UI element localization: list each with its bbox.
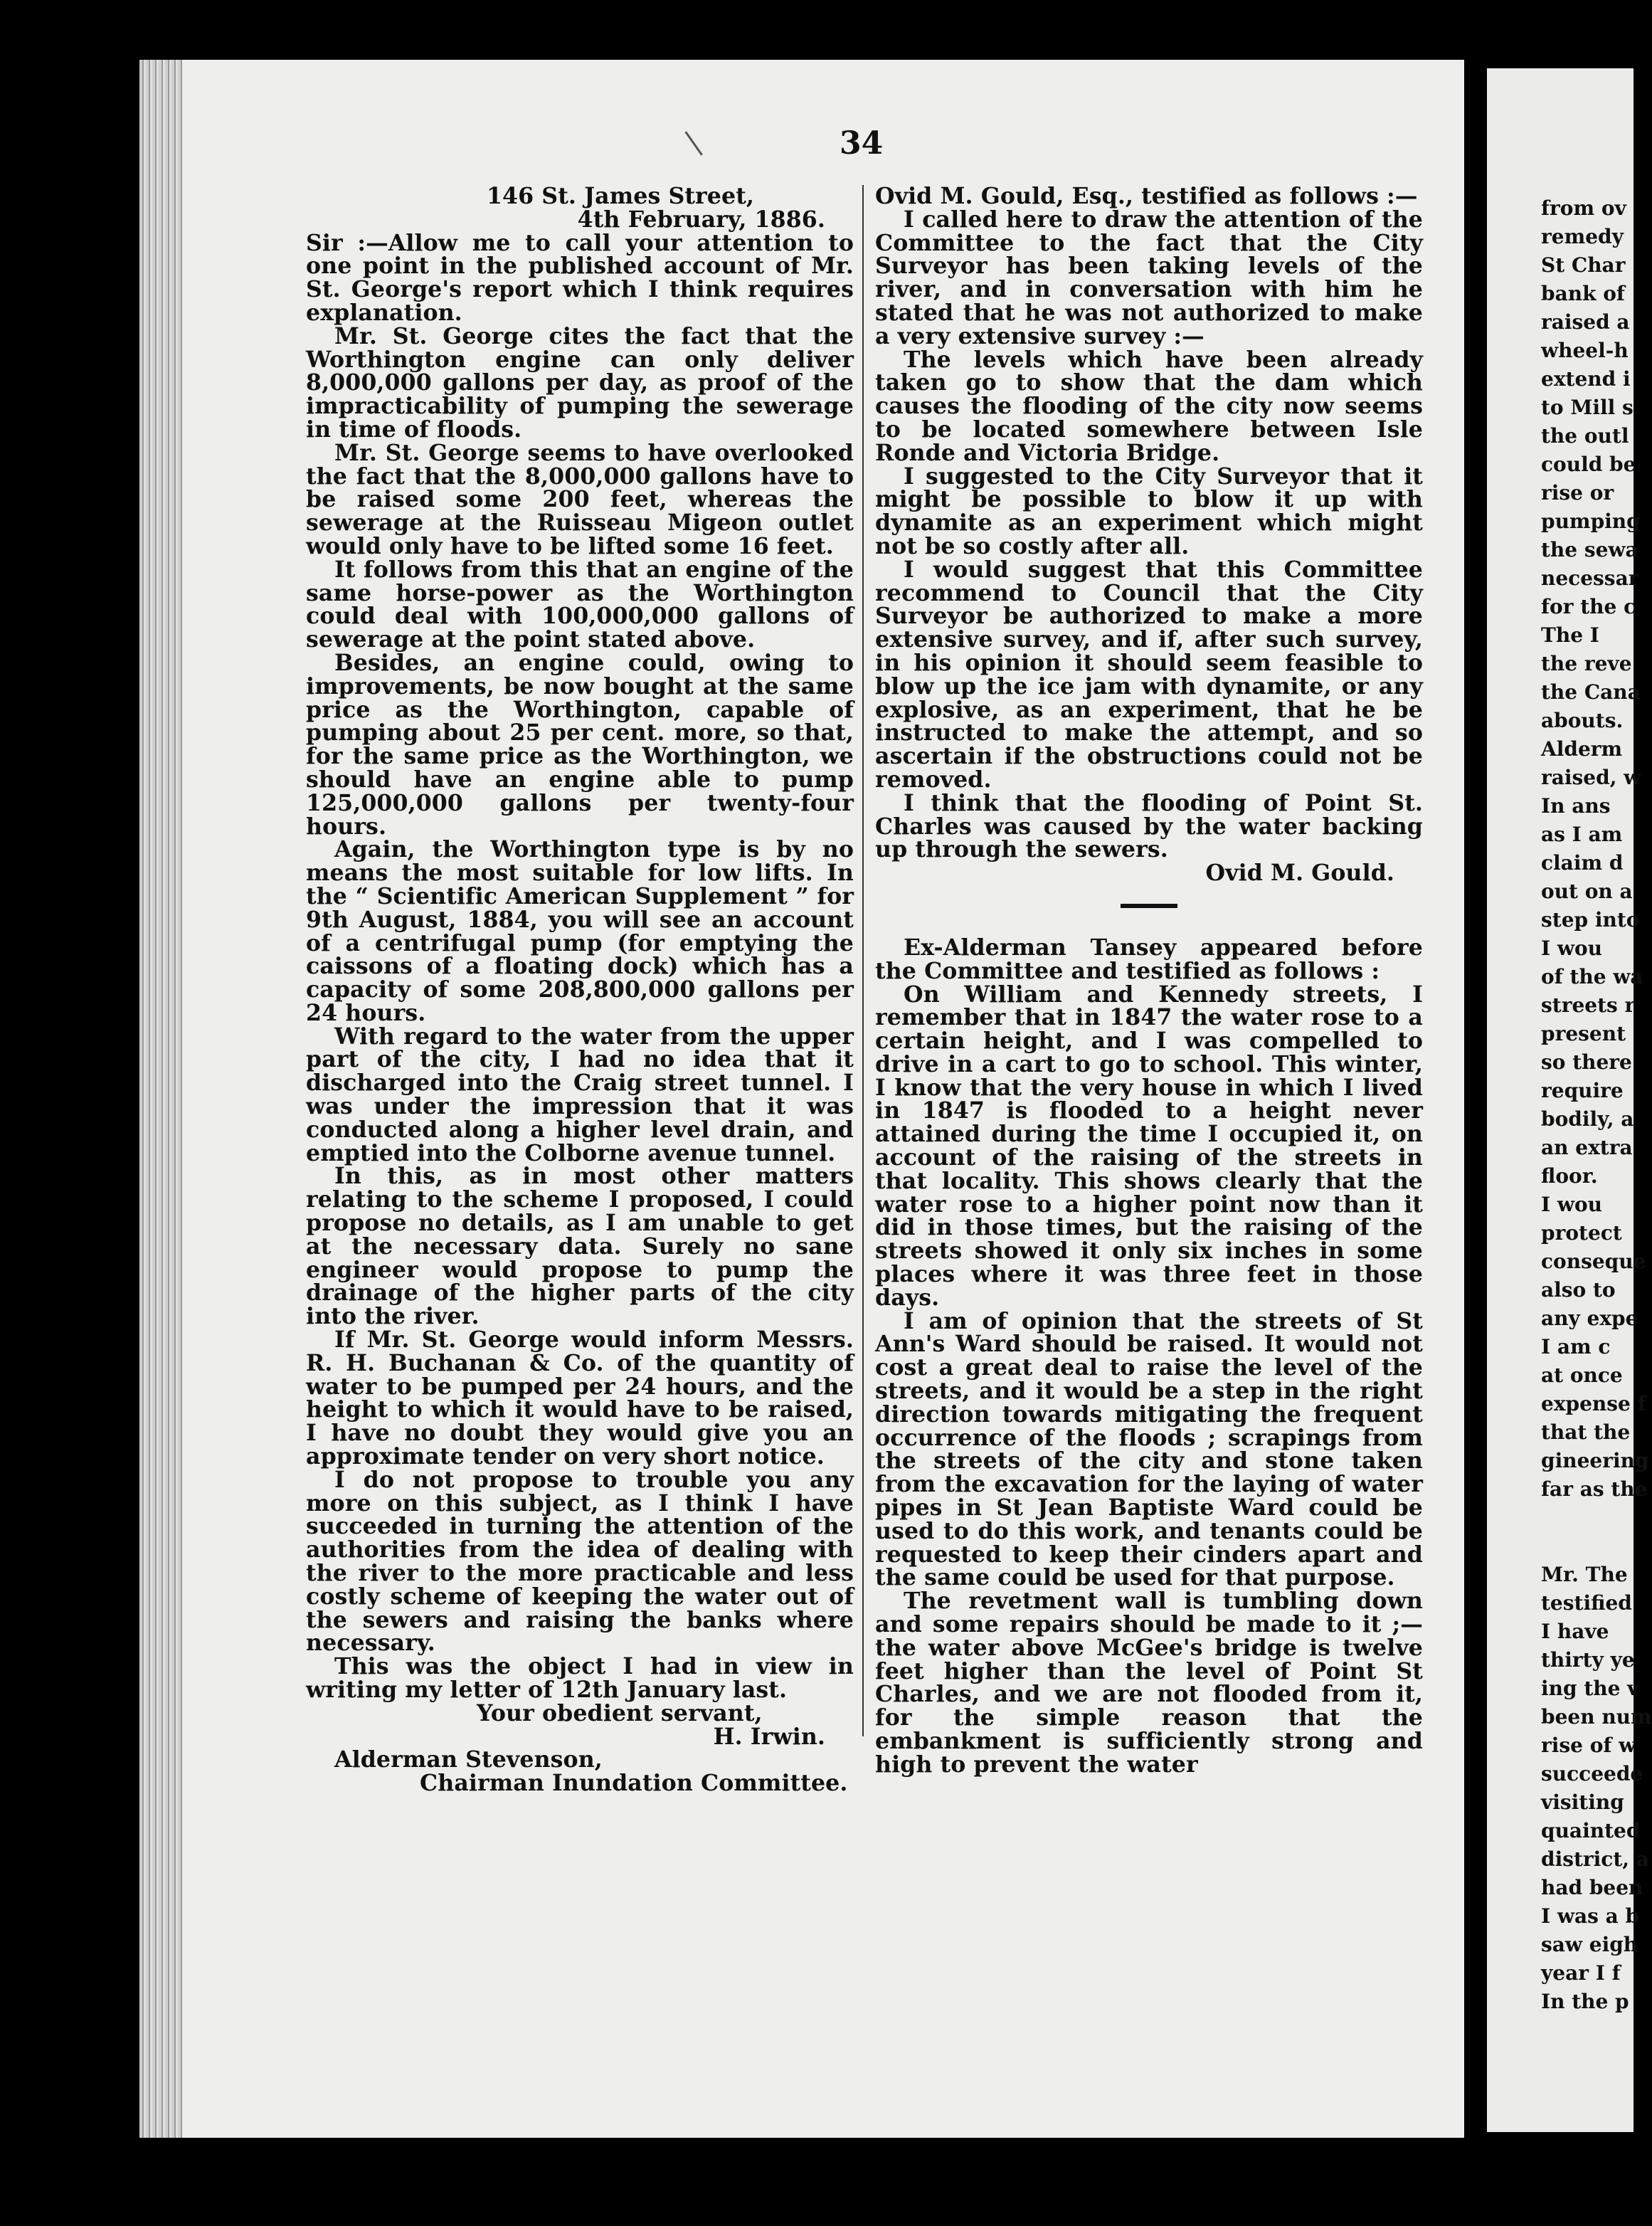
next-page-line: for the c xyxy=(1541,595,1636,618)
next-page-line: the Cana xyxy=(1541,680,1641,704)
signature: H. Irwin. xyxy=(713,1723,825,1750)
paragraph: I think that the flooding of Point St. Charles was caused by the water backing up through the sewers. xyxy=(875,789,1423,863)
next-page-line: of the wa xyxy=(1541,965,1643,988)
paragraph: In this, as in most other matters relating to the scheme I proposed, I could propose no details, as I am unable to get at the necessary data. Surely no sane engineer would propose to pump the drainage of the higher parts of the city into the river. xyxy=(306,1163,854,1330)
next-page-line: pumping xyxy=(1541,510,1641,533)
left-column xyxy=(306,185,854,1795)
next-page-line: I wou xyxy=(1541,937,1602,960)
page-edge xyxy=(139,60,182,2138)
paragraph: Mr. St. George seems to have overlooked the fact that the 8,000,000 gallons have to be raised some 200 feet, whereas the sewerage at the Ruisseau Migeon outlet would only have to be lifted some 16 feet. xyxy=(306,439,854,559)
next-page-line: I have xyxy=(1541,1620,1609,1643)
next-page-line: the reve xyxy=(1541,652,1632,675)
next-page-line: visiting xyxy=(1541,1790,1624,1814)
next-page-line: also to xyxy=(1541,1278,1616,1302)
next-page-line: gineering xyxy=(1541,1449,1649,1472)
next-page-line: been num xyxy=(1541,1705,1652,1729)
next-page-line: could be xyxy=(1541,453,1636,476)
next-page-line: thirty ye xyxy=(1541,1648,1635,1672)
next-page-line: any expe xyxy=(1541,1307,1638,1330)
next-page-line: I wou xyxy=(1541,1193,1602,1216)
paragraph: With regard to the water from the upper part of the city, I had no idea that it discharged into the Craig street tunnel. I was under the impression that it was conducted along a higher level drain, and emptied into the Colborne avenue tunnel. xyxy=(306,1023,854,1166)
paragraph: If Mr. St. George would inform Messrs. R. H. Buchanan & Co. of the quantity of water to be pumped per 24 hours, and the height to which it would have to be raised, I have no doubt they would give you an approximate tender on very short notice. xyxy=(306,1326,854,1470)
signature: Ovid M. Gould. xyxy=(1205,860,1394,887)
next-page-line: rise of w xyxy=(1541,1734,1636,1757)
next-page-line: The I xyxy=(1541,623,1599,647)
section-rule xyxy=(1121,904,1177,908)
next-page-line: ing the v xyxy=(1541,1677,1639,1700)
paragraph: The revetment wall is tumbling down and some repairs should be made to it ;—the water above McGee's bridge is twelve feet higher than the level of Point St Charles, and we are not flooded from it, for the simple reason that the embankment is sufficiently strong and high to prevent the water xyxy=(875,1588,1423,1778)
paragraph: I would suggest that this Committee recommend to Council that the City Surveyor be authorized to make a more extensive survey, and if, after such survey, in his opinion it should seem feasible to blow up the ice jam with dynamite, or any explosive, as an experiment, that he be instructed to make the attempt, and so ascertain if the obstructions could not be removed. xyxy=(875,556,1423,793)
next-page-line: far as the xyxy=(1541,1477,1648,1501)
next-page-line: expense f xyxy=(1541,1392,1646,1415)
next-page-line: step into xyxy=(1541,908,1640,932)
right-column xyxy=(875,185,1423,1777)
next-page-line: raised, w xyxy=(1541,766,1641,789)
next-page-line: succeede xyxy=(1541,1762,1643,1785)
paragraph: It follows from this that an engine of the same horse-power as the Worthington could deal with 100,000,000 gallons of sewerage at the point stated above. xyxy=(306,556,854,653)
paragraph: On William and Kennedy streets, I remember that in 1847 the water rose to a certain height, and I was compelled to drive in a cart to go to school. This winter, I know that the very house in which I lived in 1847 is flooded to a height never attained during the time I occupied it, on account of the raising of the streets in that locality. This shows clearly that the water rose to a higher point now than it did in those times, but the raising of the streets showed it only six inches in some places where it was three feet in those days. xyxy=(875,981,1423,1311)
next-page-line: St Char xyxy=(1541,253,1626,277)
next-page-line: remedy xyxy=(1541,225,1624,248)
next-page-line: bank of xyxy=(1541,282,1625,305)
next-page-line: saw eigh xyxy=(1541,1933,1638,1956)
next-page-line: Mr. The xyxy=(1541,1563,1628,1586)
next-page-line: abouts. xyxy=(1541,709,1624,732)
next-page-line: claim d xyxy=(1541,851,1624,875)
next-page-line: quainted xyxy=(1541,1819,1641,1842)
next-page-line: out on a xyxy=(1541,880,1633,903)
column-divider xyxy=(862,185,864,1736)
next-page-line: rise or xyxy=(1541,481,1614,505)
next-page-line: so there xyxy=(1541,1050,1632,1074)
next-page-line: as I am xyxy=(1541,823,1623,846)
intro: Ovid M. Gould, Esq., testified as follows :— xyxy=(875,183,1418,209)
paragraph: Sir :—Allow me to call your attention to one point in the published account of Mr. St. George's report which I think requires explanation. xyxy=(306,229,854,326)
next-page-line: testified xyxy=(1541,1591,1632,1615)
paragraph: Mr. St. George cites the fact that the Worthington engine can only deliver 8,000,000 gallons per day, as proof of the impracticability of pumping the sewerage in time of floods. xyxy=(306,322,854,443)
next-page-line: to Mill s xyxy=(1541,396,1634,419)
next-page-line: raised a xyxy=(1541,310,1630,334)
addressee-line-2: Chairman Inundation Committee. xyxy=(420,1770,848,1797)
next-page-line: an extra xyxy=(1541,1136,1633,1159)
next-page-line: present xyxy=(1541,1022,1626,1045)
next-page-line: year I f xyxy=(1541,1961,1621,1985)
address-line-1: 146 St. James Street, xyxy=(486,183,754,209)
next-page-line: from ov xyxy=(1541,196,1626,220)
next-page-line: streets r xyxy=(1541,993,1636,1017)
addressee-line-1: Alderman Stevenson, xyxy=(334,1746,603,1773)
next-page-line: had been xyxy=(1541,1876,1643,1899)
next-page-line: In the p xyxy=(1541,1990,1629,2013)
intro-2: Ex-Alderman Tansey appeared before the Committee and testified as follows : xyxy=(875,934,1423,984)
next-page-line: at once xyxy=(1541,1363,1623,1387)
paragraph: I do not propose to trouble you any more on this subject, as I think I have succeeded in turning the attention of the authorities from the idea of dealing with the river to the more practicable and less costly scheme of keeping the water out of the sewers and raising the banks where necessary. xyxy=(306,1466,854,1657)
next-page-line: require xyxy=(1541,1079,1624,1102)
next-page-line: the outl xyxy=(1541,424,1629,448)
paragraph: I suggested to the City Surveyor that it might be possible to blow it up with dynamite as an experiment which might not be so costly after all. xyxy=(875,463,1423,559)
next-page-line: extend i xyxy=(1541,367,1631,391)
paragraph: This was the object I had in view in writing my letter of 12th January last. xyxy=(306,1653,854,1703)
next-page-line: I am c xyxy=(1541,1335,1611,1359)
next-page-line: necessar xyxy=(1541,566,1639,590)
next-page-line: wheel-h xyxy=(1541,339,1629,362)
paragraph: Again, the Worthington type is by no means the most suitable for low lifts. In the “ Scientific American Supplement ” for 9th August, 1884, you will see an account of a centrifugal pump (for emptying the caissons of a floating dock) which has a capacity of some 208,800,000 gallons per 24 hours. xyxy=(306,836,854,1026)
next-page-line: protect xyxy=(1541,1221,1622,1245)
paragraph: I called here to draw the attention of the Committee to the fact that the City Surveyor has been taking levels of the river, and in conversation with him he stated that he was not authorized to make a very extensive survey :— xyxy=(875,206,1423,349)
next-page-line: I was a b xyxy=(1541,1904,1640,1928)
page-number: 34 xyxy=(840,125,884,162)
paragraph: The levels which have been already taken go to show that the dam which causes the flooding of the city now seems to be located somewhere between Isle Ronde and Victoria Bridge. xyxy=(875,346,1423,466)
next-page-line: conseque xyxy=(1541,1250,1646,1273)
next-page-line: floor. xyxy=(1541,1164,1598,1188)
next-page-line: district, a xyxy=(1541,1847,1649,1871)
next-page-line: In ans xyxy=(1541,794,1611,818)
paragraph: Besides, an engine could, owing to improvements, be now bought at the same price as the Worthington, capable of pumping about 25 per cent. more, so that, for the same price as the Worthington, we should have an engine able to pump 125,000,000 gallons per twenty-four hours. xyxy=(306,649,854,840)
next-page-line: the sewa xyxy=(1541,538,1638,561)
next-page-line: that the xyxy=(1541,1420,1631,1444)
next-page-line: Alderm xyxy=(1541,737,1623,761)
next-page-line: bodily, a xyxy=(1541,1107,1634,1131)
closing: Your obedient servant, xyxy=(477,1699,763,1726)
address-line-2: 4th February, 1886. xyxy=(577,206,825,233)
paragraph: I am of opinion that the streets of St Ann's Ward should be raised. It would not cost a great deal to raise the level of the streets, and it would be a step in the right direction towards mitigating the frequent occurrence of the floods ; scrapings from the streets of the city and stone taken from the excavation for the laying of water pipes in St Jean Baptiste Ward could be used to do this work, and tenants could be requested to keep their cinders apart and the same could be used for that purpose. xyxy=(875,1307,1423,1591)
